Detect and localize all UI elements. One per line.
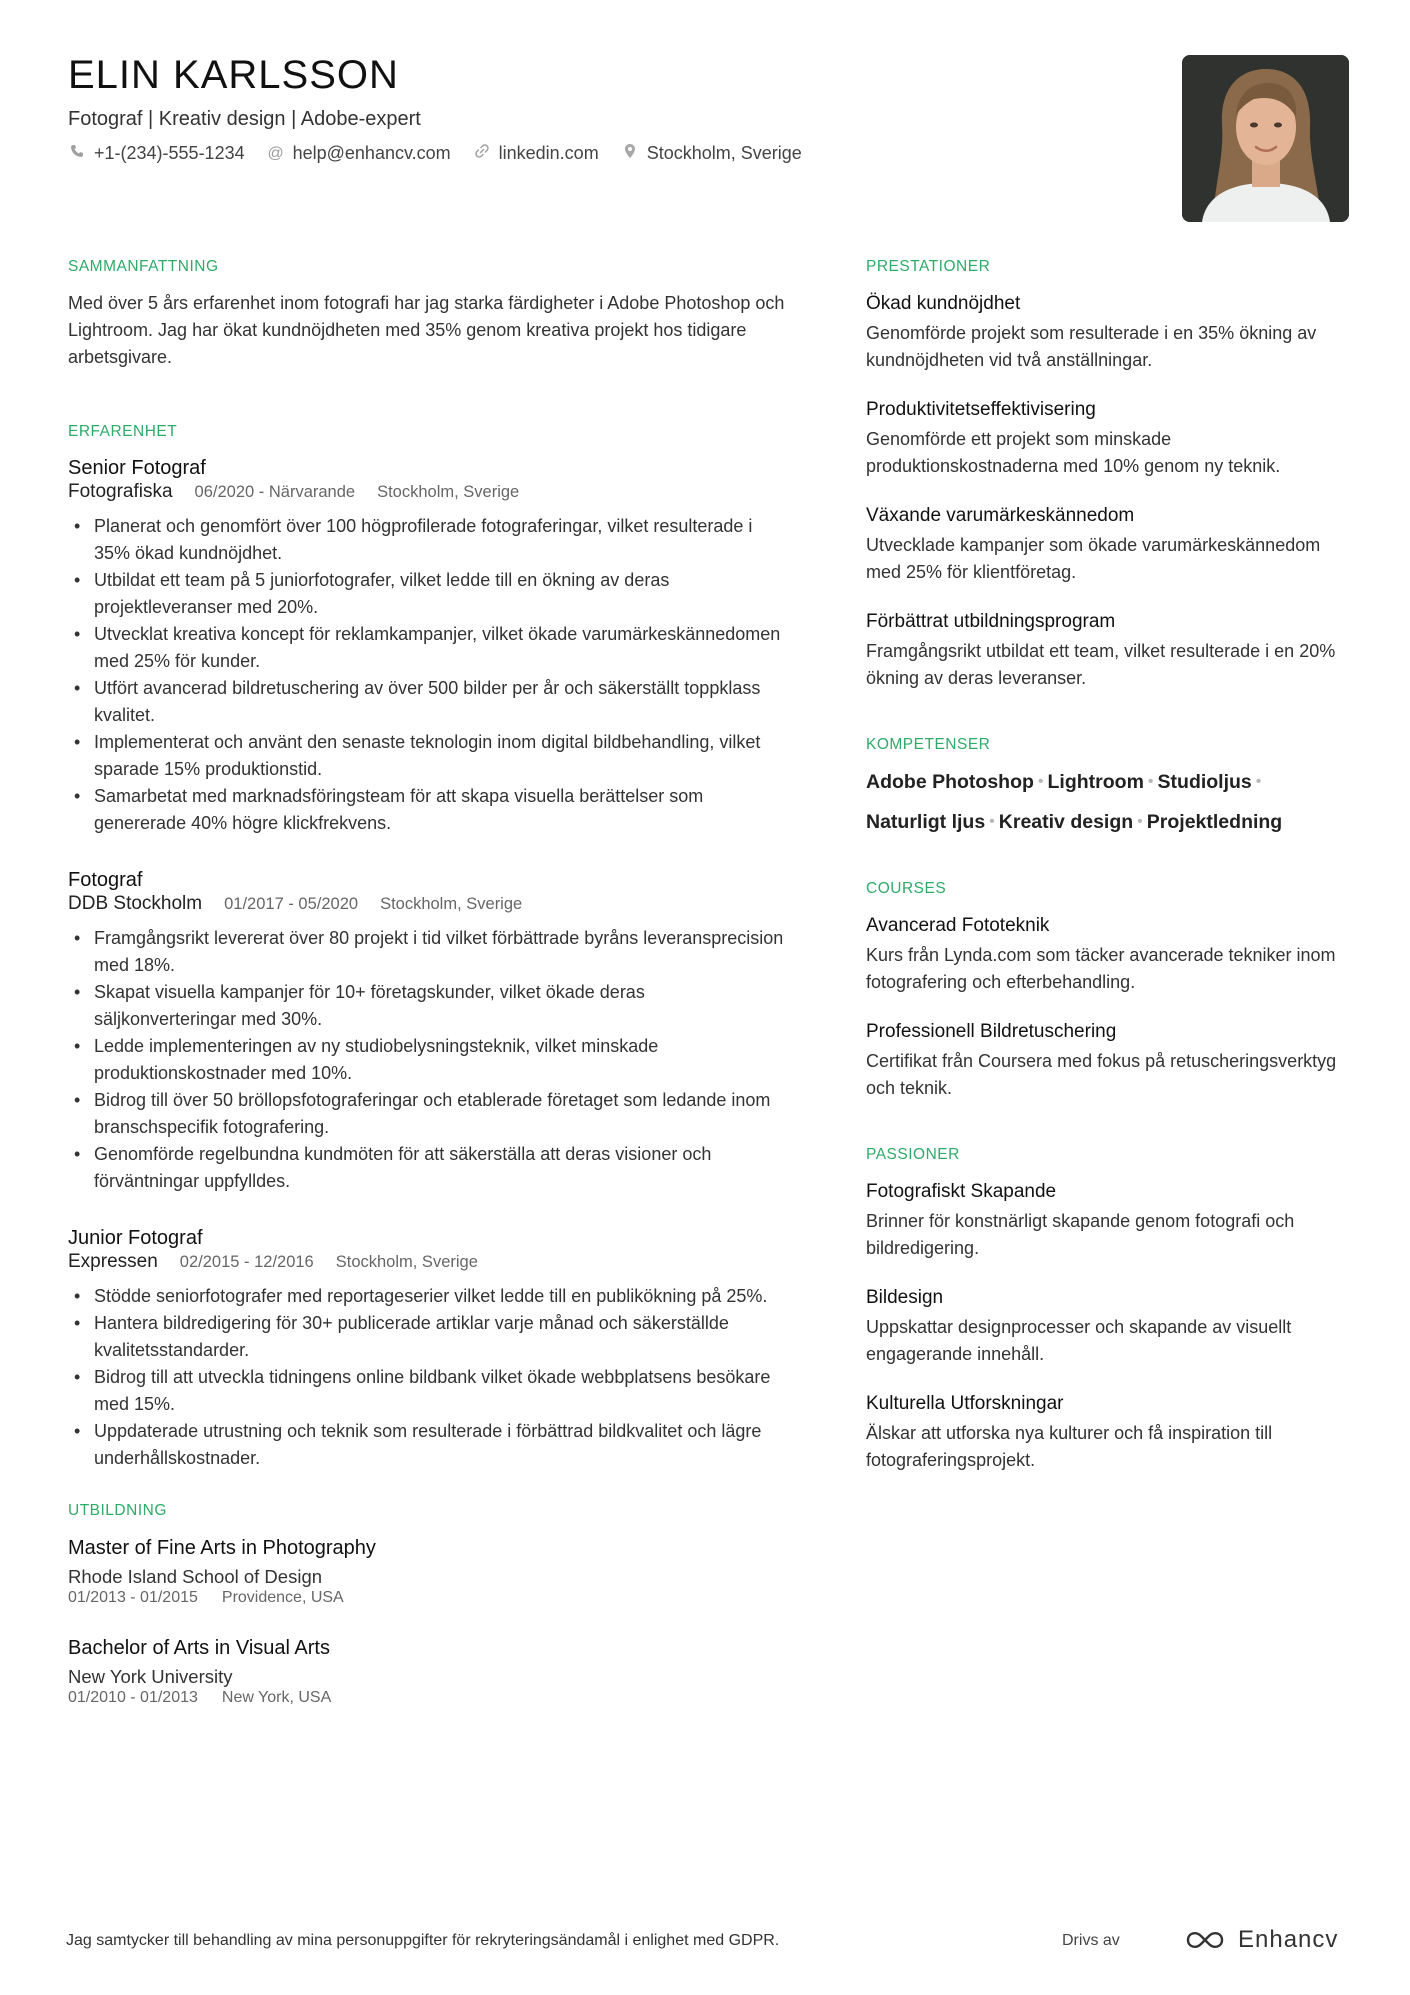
job-bullets	[68, 513, 788, 837]
job-title: Senior Fotograf	[68, 457, 206, 479]
enhancv-logo-icon	[1182, 1927, 1228, 1953]
job-bullet: • Hantera bildredigering för 30+ publicerade artiklar varje månad och säkerställde kvalitetsstandarder.	[94, 1310, 788, 1364]
passion-item	[866, 1284, 1356, 1368]
profile-photo	[1182, 55, 1349, 222]
education-location: New York, USA	[221, 1689, 332, 1706]
passion-title: Kulturella Utforskningar	[866, 1393, 1064, 1414]
education-entry	[68, 1534, 788, 1608]
job-title: Junior Fotograf	[68, 1227, 203, 1249]
job-meta	[68, 1251, 788, 1273]
job-bullet: • Utbildat ett team på 5 juniorfotografer, vilket ledde till en ökning av deras projektleveranser med 20%.	[94, 567, 788, 621]
job-bullets	[68, 1283, 788, 1472]
linkedin-text: linkedin.com	[498, 143, 599, 163]
skill-tag: Kreativ design	[998, 811, 1134, 833]
job-bullets	[68, 925, 788, 1195]
course-text: Kurs från Lynda.com som täcker avancerade tekniker inom fotografering och efterbehandling.	[866, 945, 1336, 992]
enhancv-logo[interactable]	[1182, 1926, 1338, 1954]
left-column	[68, 258, 788, 1734]
job-meta	[68, 481, 788, 503]
job-entry	[68, 455, 788, 837]
skill-tag: Projektledning	[1146, 811, 1283, 833]
contact-row	[68, 143, 1068, 164]
job-meta	[68, 893, 788, 915]
achievement-text: Genomförde projekt som resulterade i en 35% ökning av kundnöjdheten vid två anställningar.	[866, 323, 1317, 370]
achievement-item	[866, 290, 1356, 374]
summary-section	[68, 258, 788, 371]
location-pin-icon	[621, 143, 639, 164]
achievement-text: Utvecklade kampanjer som ökade varumärkeskännedom med 25% för klientföretag.	[866, 535, 1321, 582]
candidate-name: ELIN KARLSSON	[68, 53, 399, 97]
separator-dot: •	[1037, 773, 1044, 790]
achievement-title: Växande varumärkeskännedom	[866, 505, 1135, 526]
at-icon: @	[267, 144, 284, 162]
achievement-item	[866, 396, 1356, 480]
passion-item	[866, 1178, 1356, 1262]
courses-section	[866, 880, 1356, 1102]
contact-phone[interactable]	[68, 143, 245, 164]
skill-tag: Naturligt ljus	[866, 811, 986, 833]
skill-tag: Studioljus	[1157, 771, 1252, 793]
job-bullet: • Framgångsrikt levererat över 80 projekt i tid vilket förbättrade byråns leveransprecision med 18%.	[94, 925, 788, 979]
job-entry	[68, 1225, 788, 1472]
education-entry	[68, 1634, 788, 1708]
achievement-text: Framgångsrikt utbildat ett team, vilket resulterade i en 20% ökning av deras leveranser.	[866, 641, 1336, 688]
passions-heading: PASSIONER	[866, 1146, 960, 1163]
job-dates: 06/2020 - Närvarande	[194, 483, 356, 501]
achievements-section	[866, 258, 1356, 692]
skills-list	[866, 768, 1356, 836]
job-bullet: • Planerat och genomfört över 100 högprofilerade fotograferingar, vilket resulterade i 35% ökad kundnöjdhet.	[94, 513, 788, 567]
job-bullet: • Genomförde regelbundna kundmöten för att säkerställa att deras visioner och förväntningar uppfylldes.	[94, 1141, 788, 1195]
contact-location	[621, 143, 802, 164]
job-bullet: • Skapat visuella kampanjer för 10+ företagskunder, vilket ökade deras säljkonverteringar med 30%.	[94, 979, 788, 1033]
job-company: DDB Stockholm	[68, 893, 203, 914]
job-company: Fotografiska	[68, 481, 173, 502]
separator-dot: •	[1255, 773, 1262, 790]
achievement-title: Förbättrat utbildningsprogram	[866, 611, 1116, 632]
link-icon	[473, 143, 491, 164]
job-bullet: • Bidrog till att utveckla tidningens online bildbank vilket ökade webbplatsens besökare med 15%.	[94, 1364, 788, 1418]
contact-linkedin[interactable]	[473, 143, 599, 164]
job-location: Stockholm, Sverige	[335, 1253, 478, 1271]
job-location: Stockholm, Sverige	[377, 483, 520, 501]
achievement-item	[866, 608, 1356, 692]
experience-section	[68, 423, 788, 1472]
skills-section	[866, 736, 1356, 836]
job-entry	[68, 867, 788, 1195]
job-dates: 01/2017 - 05/2020	[224, 895, 359, 913]
skill-tag: Adobe Photoshop	[866, 771, 1034, 793]
job-bullet: • Utfört avancerad bildretuschering av över 500 bilder per år och säkerställt toppklass kvalitet.	[94, 675, 788, 729]
powered-by-label: Drivs av	[1062, 1932, 1120, 1949]
passion-title: Fotografiskt Skapande	[866, 1181, 1057, 1202]
right-column	[866, 258, 1356, 1518]
education-location: Providence, USA	[221, 1589, 344, 1606]
skills-heading: KOMPETENSER	[866, 736, 991, 753]
achievement-item	[866, 502, 1356, 586]
education-school: New York University	[68, 1666, 233, 1687]
course-item	[866, 1018, 1356, 1102]
location-text: Stockholm, Sverige	[646, 143, 802, 163]
separator-dot: •	[1137, 813, 1143, 830]
education-meta	[68, 1588, 788, 1608]
courses-heading: COURSES	[866, 880, 947, 897]
phone-text: +1-(234)-555-1234	[94, 143, 245, 163]
separator-dot: •	[1147, 773, 1154, 790]
course-title: Avancerad Fototeknik	[866, 915, 1050, 936]
job-dates: 02/2015 - 12/2016	[179, 1253, 314, 1271]
achievement-title: Ökad kundnöjdhet	[866, 293, 1021, 314]
email-text: help@enhancv.com	[292, 143, 451, 163]
skill-tag: Lightroom	[1047, 771, 1144, 793]
course-title: Professionell Bildretuschering	[866, 1021, 1117, 1042]
achievement-title: Produktivitetseffektivisering	[866, 399, 1096, 420]
course-text: Certifikat från Coursera med fokus på retuscheringsverktyg och teknik.	[866, 1051, 1337, 1098]
job-company: Expressen	[68, 1251, 158, 1272]
resume-header	[68, 50, 1068, 164]
passion-item	[866, 1390, 1356, 1474]
passion-text: Älskar att utforska nya kulturer och få inspiration till fotograferingsprojekt.	[866, 1423, 1273, 1470]
education-section	[68, 1502, 788, 1708]
passions-section	[866, 1146, 1356, 1474]
job-bullet: • Samarbetat med marknadsföringsteam för att skapa visuella berättelser som genererade 40% högre klickfrekvens.	[94, 783, 788, 837]
education-degree: Master of Fine Arts in Photography	[68, 1537, 376, 1559]
passion-title: Bildesign	[866, 1287, 944, 1308]
contact-email[interactable]	[267, 143, 451, 164]
passion-text: Brinner för konstnärligt skapande genom fotografi och bildredigering.	[866, 1211, 1295, 1258]
summary-text: Med över 5 års erfarenhet inom fotografi har jag starka färdigheter i Adobe Photoshop och Lightroom. Jag har ökat kundnöjdheten med 35% genom kreativa projekt hos tidigare arbetsgivare.	[68, 293, 785, 367]
job-bullet: • Utvecklat kreativa koncept för reklamkampanjer, vilket ökade varumärkeskännedomen med 25% för kunder.	[94, 621, 788, 675]
passion-text: Uppskattar designprocesser och skapande av visuellt engagerande innehåll.	[866, 1317, 1292, 1364]
phone-icon	[68, 144, 86, 163]
job-bullet: • Implementerat och använt den senaste teknologin inom digital bildbehandling, vilket sparade 15% produktionstid.	[94, 729, 788, 783]
job-title: Fotograf	[68, 869, 143, 891]
job-bullet: • Bidrog till över 50 bröllopsfotograferingar och etablerade företaget som ledande inom branschspecifik fotografering.	[94, 1087, 788, 1141]
job-bullet: • Uppdaterade utrustning och teknik som resulterade i förbättrad bildkvalitet och lägre underhållskostnader.	[94, 1418, 788, 1472]
job-bullet: • Stödde seniorfotografer med reportageserier vilket ledde till en publikökning på 25%.	[94, 1283, 788, 1310]
enhancv-logo-text: Enhancv	[1238, 1926, 1339, 1953]
separator-dot: •	[989, 813, 995, 830]
education-school: Rhode Island School of Design	[68, 1566, 323, 1587]
headline: Fotograf | Kreativ design | Adobe-expert	[68, 108, 421, 130]
achievement-text: Genomförde ett projekt som minskade produktionskostnaderna med 10% genom ny teknik.	[866, 429, 1281, 476]
education-degree: Bachelor of Arts in Visual Arts	[68, 1637, 330, 1659]
resume-footer	[66, 1926, 1346, 1962]
education-dates: 01/2010 - 01/2013	[68, 1689, 198, 1706]
gdpr-consent: Jag samtycker till behandling av mina personuppgifter för rekryteringsändamål i enlighet med GDPR.	[66, 1932, 780, 1949]
achievements-heading: PRESTATIONER	[866, 258, 991, 275]
job-location: Stockholm, Sverige	[380, 895, 523, 913]
education-meta	[68, 1688, 788, 1708]
education-dates: 01/2013 - 01/2015	[68, 1589, 198, 1606]
experience-heading: ERFARENHET	[68, 423, 178, 440]
education-heading: UTBILDNING	[68, 1502, 167, 1519]
job-bullet: • Ledde implementeringen av ny studiobelysningsteknik, vilket minskade produktionskostnader med 10%.	[94, 1033, 788, 1087]
summary-heading: SAMMANFATTNING	[68, 258, 219, 275]
course-item	[866, 912, 1356, 996]
